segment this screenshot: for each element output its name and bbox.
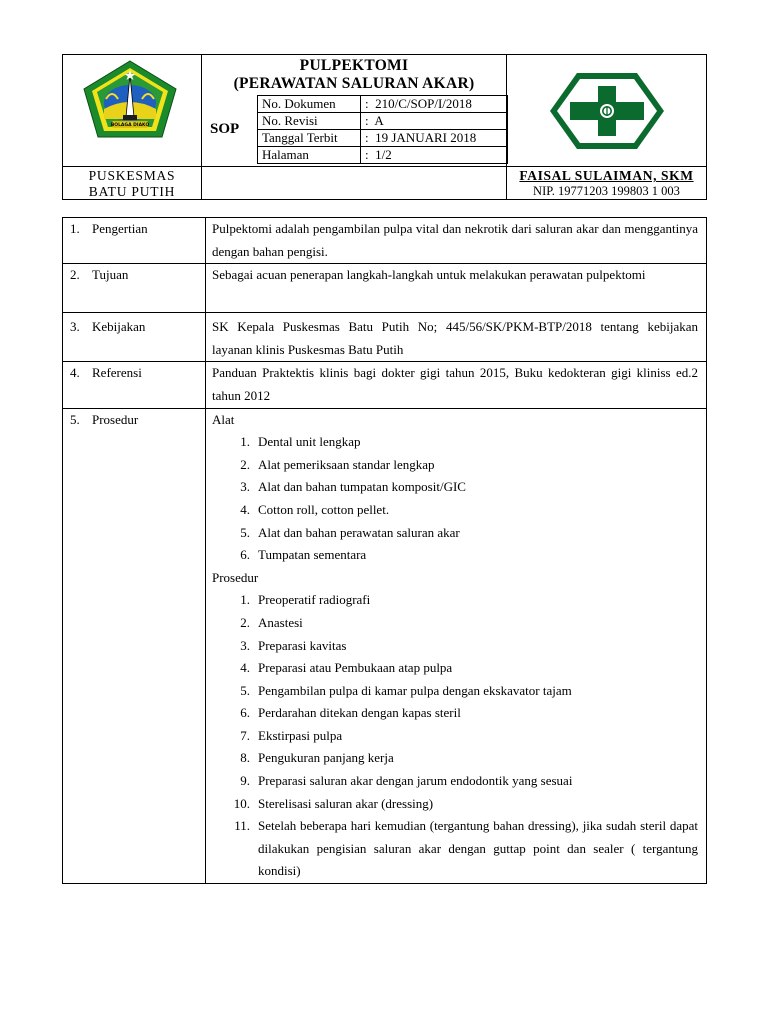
row-number: 3. bbox=[70, 319, 80, 335]
document-subtitle: (PERAWATAN SALURAN AKAR) bbox=[233, 75, 475, 92]
meta-label: Halaman bbox=[258, 147, 361, 164]
signer-nip: NIP. 19771203 199803 1 003 bbox=[533, 184, 680, 198]
row-label: Tujuan bbox=[92, 267, 129, 283]
meta-label: No. Dokumen bbox=[258, 96, 361, 113]
list-item: 4. Cotton roll, cotton pellet. bbox=[240, 501, 390, 517]
table-row bbox=[63, 218, 707, 264]
table-row bbox=[63, 313, 707, 362]
organization-cell bbox=[62, 166, 202, 200]
list-item: 5. Alat dan bahan perawatan saluran akar bbox=[240, 524, 460, 540]
organization-location: BATU PUTIH bbox=[88, 184, 176, 199]
row-number: 1. bbox=[70, 221, 80, 236]
meta-value: 210/C/SOP/I/2018 bbox=[375, 96, 472, 111]
svg-text:BOLAGA DIAKO: BOLAGA DIAKO bbox=[110, 123, 150, 128]
table-row bbox=[63, 264, 707, 313]
meta-label: No. Revisi bbox=[258, 113, 361, 130]
alat-list bbox=[212, 431, 698, 567]
sop-label: SOP bbox=[210, 121, 240, 137]
regency-emblem-icon bbox=[82, 59, 178, 139]
list-item: 7. Ekstirpasi pulpa bbox=[240, 727, 343, 743]
signer-name: FAISAL SULAIMAN, SKM bbox=[519, 168, 694, 183]
list-item: 11. Setelah beberapa hari kemudian (tergantung bahan dressing), jika sudah steril dapat dilakukan pengisian saluran akar dengan guttap point dan sealer ( tergantung kondisi) bbox=[234, 818, 698, 879]
meta-separator: : bbox=[365, 113, 369, 128]
meta-label: Tanggal Terbit bbox=[258, 130, 361, 147]
alat-heading: Alat bbox=[212, 411, 235, 427]
table-row bbox=[63, 408, 707, 883]
table-row bbox=[63, 362, 707, 408]
document-meta-table bbox=[257, 95, 508, 164]
prosedur-steps-list bbox=[212, 589, 698, 883]
meta-value: A bbox=[374, 113, 384, 128]
list-item: 1. Preoperatif radiografi bbox=[240, 592, 371, 608]
list-item: 5. Pengambilan pulpa di kamar pulpa dengan ekskavator tajam bbox=[240, 682, 572, 698]
meta-value: 19 JANUARI 2018 bbox=[375, 130, 477, 145]
meta-value: 1/2 bbox=[375, 147, 392, 162]
list-item: 1. Dental unit lengkap bbox=[240, 434, 361, 450]
list-item: 3. Alat dan bahan tumpatan komposit/GIC bbox=[240, 479, 466, 495]
row-text: SK Kepala Puskesmas Batu Putih No; 445/56/SK/PKM-BTP/2018 tentang kebijakan layanan klinis Puskesmas Batu Putih bbox=[206, 313, 707, 362]
row-text: Pulpektomi adalah pengambilan pulpa vital dan nekrotik dari saluran akar dan menggantinya dengan bahan pengisi. bbox=[206, 218, 707, 264]
meta-row bbox=[258, 147, 508, 164]
row-number: 5. bbox=[70, 411, 80, 427]
document-title: PULPEKTOMI bbox=[299, 57, 409, 74]
list-item: 2. Alat pemeriksaan standar lengkap bbox=[240, 456, 435, 472]
list-item: 4. Preparasi atau Pembukaan atap pulpa bbox=[240, 660, 453, 676]
signer-cell bbox=[506, 166, 707, 200]
organization-name: PUSKESMAS bbox=[88, 168, 176, 183]
puskesmas-cross-icon bbox=[547, 70, 667, 152]
list-item: 2. Anastesi bbox=[240, 614, 303, 630]
row-label: Prosedur bbox=[92, 411, 139, 427]
prosedur-heading: Prosedur bbox=[212, 569, 259, 585]
row-label: Kebijakan bbox=[92, 319, 146, 335]
row-label: Pengertian bbox=[92, 221, 148, 236]
list-item: 9. Preparasi saluran akar dengan jarum endodontik yang sesuai bbox=[240, 773, 573, 789]
row-text: Panduan Praktektis klinis bagi dokter gigi tahun 2015, Buku kedokteran gigi kliniss ed.2 tahun 2012 bbox=[206, 362, 707, 408]
meta-separator: : bbox=[365, 96, 369, 111]
list-item: 10. Sterelisasi saluran akar (dressing) bbox=[233, 795, 434, 811]
row-label: Referensi bbox=[92, 365, 142, 381]
row-text: Sebagai acuan penerapan langkah-langkah untuk melakukan perawatan pulpektomi bbox=[206, 264, 707, 313]
list-item: 6. Perdarahan ditekan dengan kapas steril bbox=[240, 705, 461, 721]
title-cell bbox=[201, 54, 507, 167]
procedure-cell bbox=[206, 408, 707, 883]
meta-separator: : bbox=[365, 147, 369, 162]
logo-cell bbox=[62, 54, 202, 167]
sop-header bbox=[62, 54, 707, 200]
list-item: 6. Tumpatan sementara bbox=[240, 547, 367, 563]
meta-row bbox=[258, 113, 508, 130]
sop-content-table bbox=[62, 217, 707, 884]
health-icon-cell bbox=[506, 54, 707, 167]
row-number: 2. bbox=[70, 267, 80, 283]
meta-row bbox=[258, 96, 508, 113]
meta-row bbox=[258, 130, 508, 147]
header-empty-cell bbox=[201, 166, 507, 200]
list-item: 8. Pengukuran panjang kerja bbox=[240, 750, 394, 766]
row-number: 4. bbox=[70, 365, 80, 381]
meta-separator: : bbox=[365, 130, 369, 145]
list-item: 3. Preparasi kavitas bbox=[240, 637, 347, 653]
